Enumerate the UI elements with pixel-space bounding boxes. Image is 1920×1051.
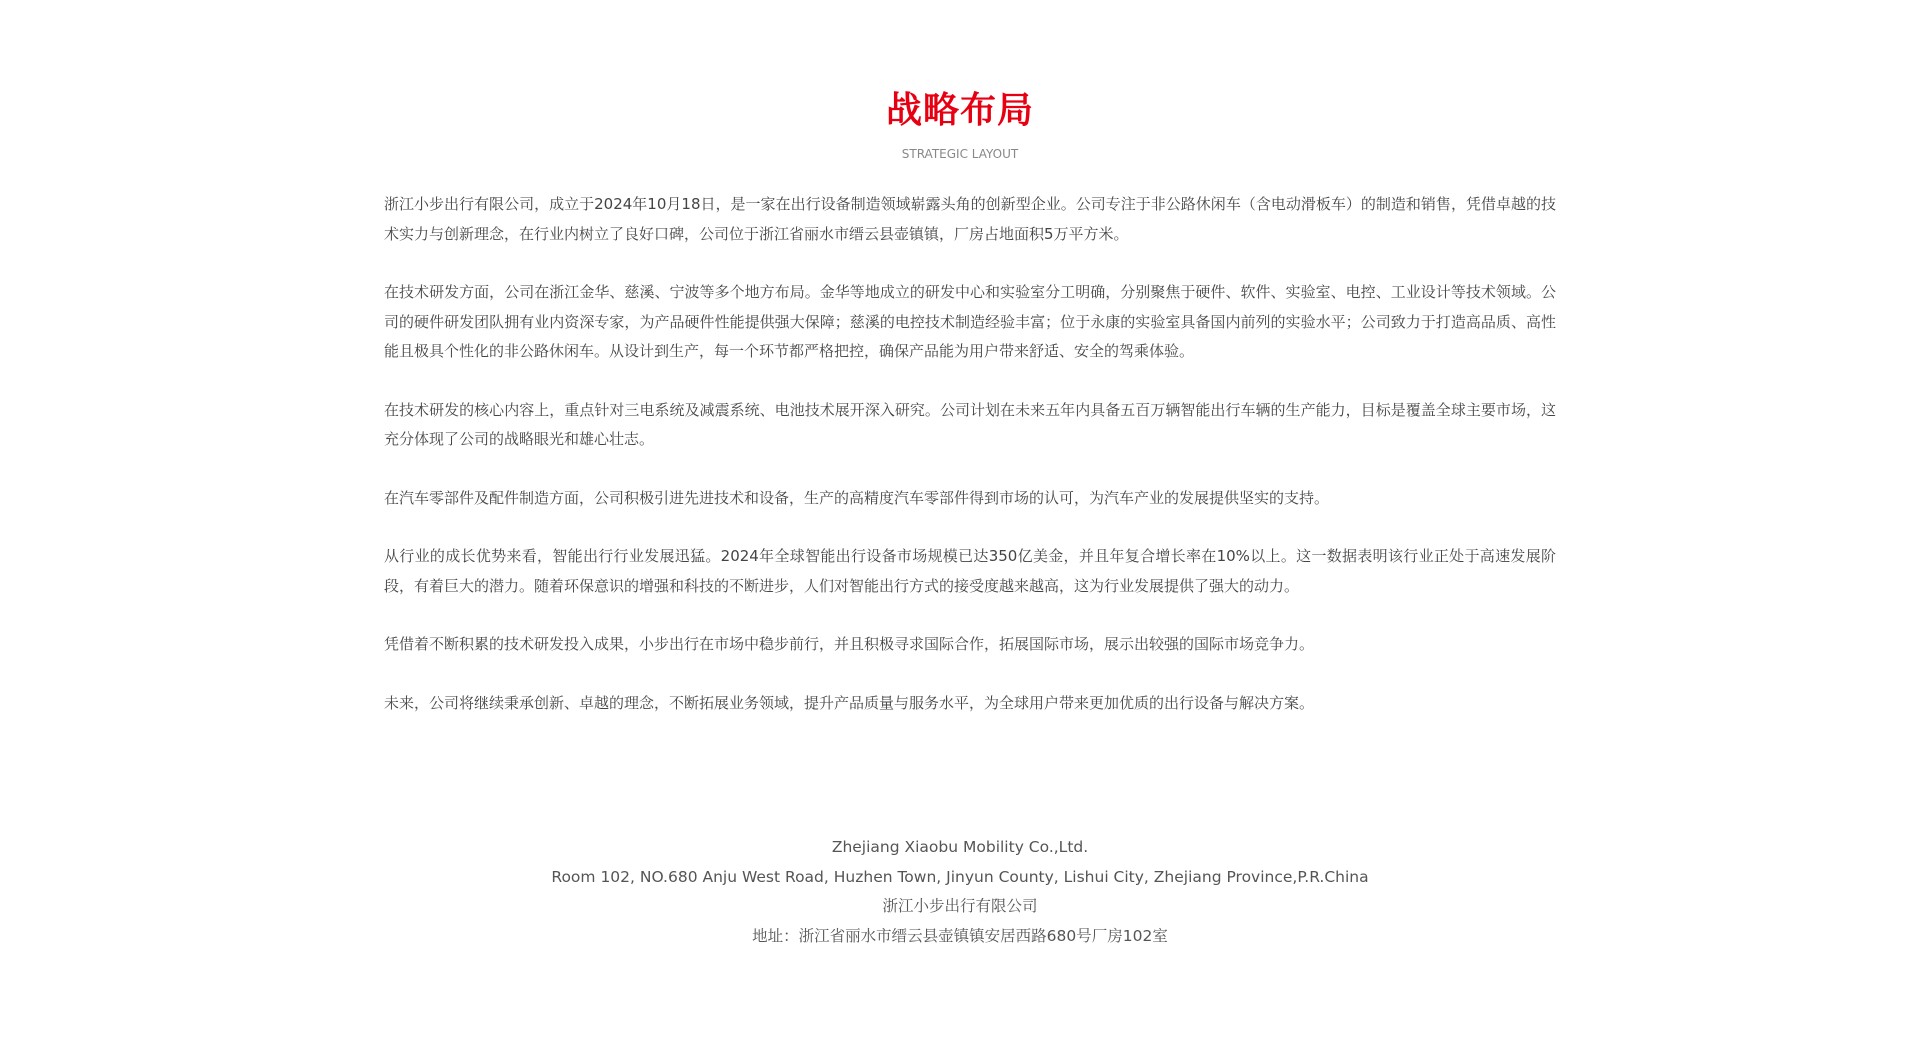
footer-address-en: Room 102, NO.680 Anju West Road, Huzhen Town, Jinyun County, Lishui City, Zhejiang Province,P.R.China <box>551 867 1369 886</box>
footer-company-cn: 浙江小步出行有限公司 <box>882 897 1038 915</box>
paragraph-rd-core: 在技术研发的核心内容上，重点针对三电系统及减震系统、电池技术展开深入研究。公司计划在未来五年内具备五百万辆智能出行车辆的生产能力，目标是覆盖全球主要市场，这充分体现了公司的战略眼光和雄心壮志。 <box>384 400 1556 448</box>
paragraph-future: 未来，公司将继续秉承创新、卓越的理念，不断拓展业务领域，提升产品质量与服务水平，为全球用户带来更加优质的出行设备与解决方案。 <box>384 693 1315 712</box>
paragraph-industry-growth: 从行业的成长优势来看，智能出行行业发展迅猛。2024年全球智能出行设备市场规模已达350亿美金，并且年复合增长率在10%以上。这一数据表明该行业正处于高速发展阶段，有着巨大的潜力。随着环保意识的增强和科技的不断进步，人们对智能出行方式的接受度越来越高，这为行业发展提供了强大的动力。 <box>384 547 1556 595</box>
footer-address-cn: 地址：浙江省丽水市缙云县壶镇镇安居西路680号厂房102室 <box>752 926 1168 945</box>
page-footer <box>0 833 1920 951</box>
paragraph-auto-parts: 在汽车零部件及配件制造方面，公司积极引进先进技术和设备，生产的高精度汽车零部件得到市场的认可，为汽车产业的发展提供坚实的支持。 <box>384 488 1330 507</box>
page-subtitle: STRATEGIC LAYOUT <box>901 147 1019 161</box>
paragraph-rd-layout: 在技术研发方面，公司在浙江金华、慈溪、宁波等多个地方布局。金华等地成立的研发中心和实验室分工明确，分别聚焦于硬件、软件、实验室、电控、工业设计等技术领域。公司的硬件研发团队拥有业内资深专家，为产品硬件性能提供强大保障；慈溪的电控技术制造经验丰富；位于永康的实验室具备国内前列的实验水平；公司致力于打造高品质、高性能且极具个性化的非公路休闲车。从设计到生产，每一个环节都严格把控，确保产品能为用户带来舒适、安全的驾乘体验。 <box>384 283 1556 360</box>
paragraph-company-intro: 浙江小步出行有限公司，成立于2024年10月18日，是一家在出行设备制造领域崭露头角的创新型企业。公司专注于非公路休闲车（含电动滑板车）的制造和销售，凭借卓越的技术实力与创新理念，在行业内树立了良好口碑，公司位于浙江省丽水市缙云县壶镇镇，厂房占地面积5万平方米。 <box>384 195 1556 243</box>
paragraph-international: 凭借着不断积累的技术研发投入成果，小步出行在市场中稳步前行，并且积极寻求国际合作，拓展国际市场，展示出较强的国际市场竞争力。 <box>384 635 1315 653</box>
page-header <box>0 88 1920 162</box>
footer-company-en: Zhejiang Xiaobu Mobility Co.,Ltd. <box>831 838 1089 856</box>
strategy-content <box>384 190 1556 747</box>
page-title: 战略布局 <box>885 90 1034 131</box>
